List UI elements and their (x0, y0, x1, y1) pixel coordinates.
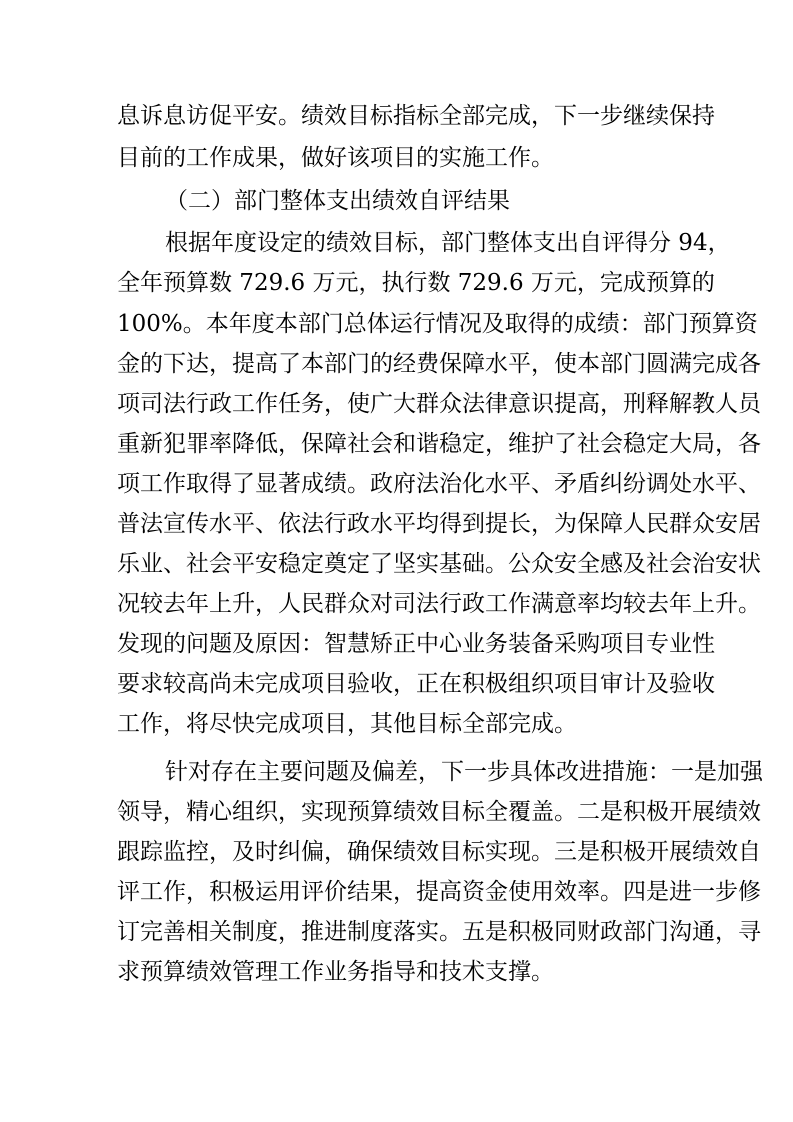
para2-line-1: 针对存在主要问题及偏差，下一步具体改进措施：一是加强 (165, 759, 763, 785)
section-heading: （二）部门整体支出绩效自评结果 (165, 188, 510, 214)
para2-line-2: 领导，精心组织，实现预算绩效目标全覆盖。二是积极开展绩效 (117, 799, 761, 825)
intro-line-1: 息诉息访促平安。绩效目标指标全部完成，下一步继续保持 (117, 103, 715, 129)
para1-line-12: 要求较高尚未完成项目验收，正在积极组织项目审计及验收 (117, 671, 715, 697)
intro-line-2: 目前的工作成果，做好该项目的实施工作。 (117, 145, 554, 171)
para1-line-4: 金的下达，提高了本部门的经费保障水平，使本部门圆满完成各 (117, 351, 761, 377)
para1-line-6: 重新犯罪率降低，保障社会和谐稳定，维护了社会稳定大局，各 (117, 431, 761, 457)
para1-line-11: 发现的问题及原因：智慧矫正中心业务装备采购项目专业性 (117, 631, 715, 657)
para2-line-4: 评工作，积极运用评价结果，提高资金使用效率。四是进一步修 (117, 879, 761, 905)
para1-line-3: 100%。本年度本部门总体运行情况及取得的成绩：部门预算资 (117, 311, 758, 337)
para2-line-6: 求预算绩效管理工作业务指导和技术支撑。 (117, 959, 554, 985)
para1-line-10: 况较去年上升，人民群众对司法行政工作满意率均较去年上升。 (117, 591, 761, 617)
para1-line-9: 乐业、社会平安稳定奠定了坚实基础。公众安全感及社会治安状 (117, 551, 761, 577)
para1-line-8: 普法宣传水平、依法行政水平均得到提长，为保障人民群众安居 (117, 511, 761, 537)
para2-line-3: 跟踪监控，及时纠偏，确保绩效目标实现。三是积极开展绩效自 (117, 839, 761, 865)
para1-line-7: 项工作取得了显著成绩。政府法治化水平、矛盾纠纷调处水平、 (117, 471, 761, 497)
para1-line-5: 项司法行政工作任务，使广大群众法律意识提高，刑释解教人员 (117, 391, 761, 417)
para1-line-1: 根据年度设定的绩效目标，部门整体支出自评得分 94， (165, 230, 731, 256)
para1-line-2: 全年预算数 729.6 万元，执行数 729.6 万元，完成预算的 (117, 270, 715, 296)
para2-line-5: 订完善相关制度，推进制度落实。五是积极同财政部门沟通，寻 (117, 919, 761, 945)
para1-line-13: 工作，将尽快完成项目，其他目标全部完成。 (117, 711, 577, 737)
